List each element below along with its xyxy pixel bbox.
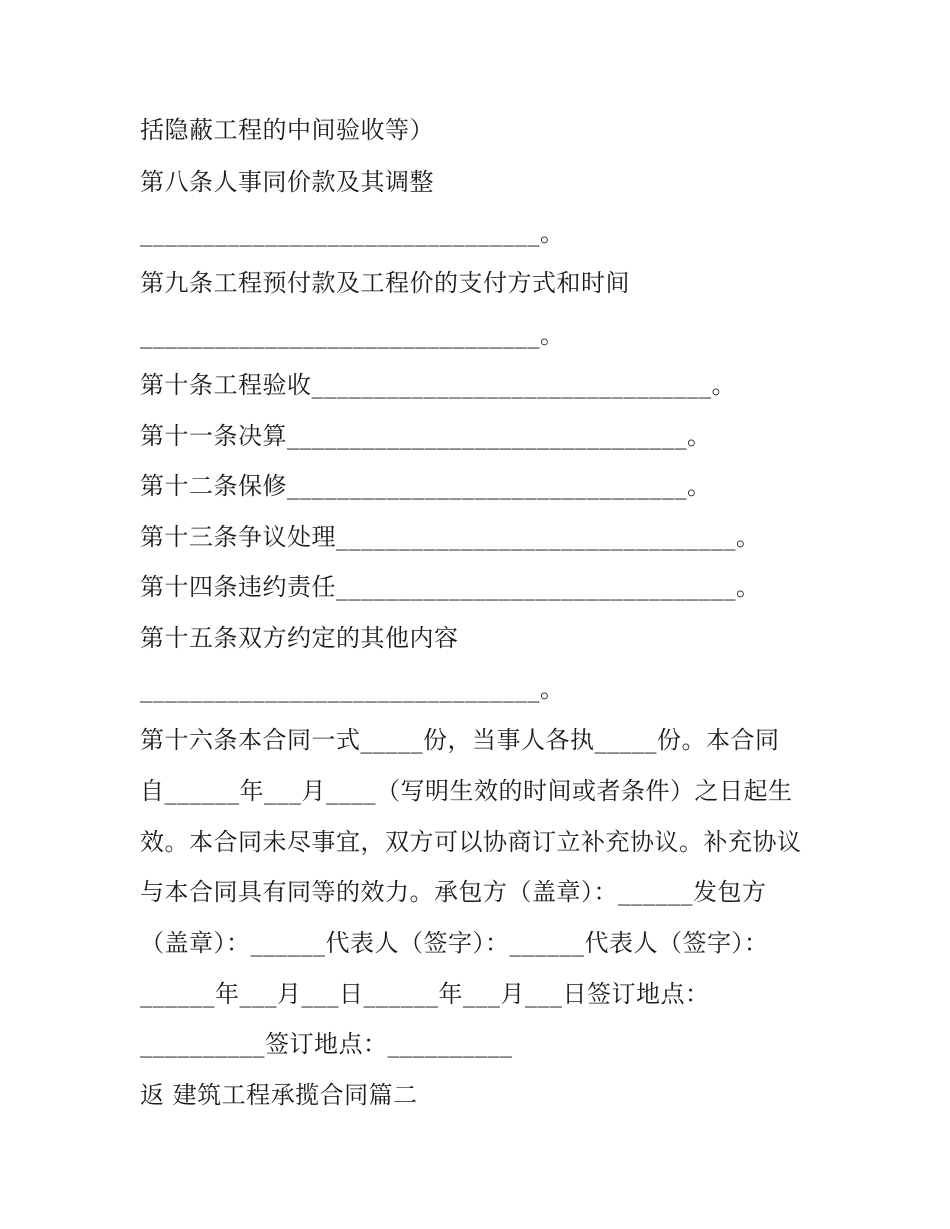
article-10-line: 第十条工程验收________________________________。 [140,371,736,399]
article-8-blank: ________________________________。 [140,219,565,247]
article-9-blank: ________________________________。 [140,321,565,349]
place-line: __________签订地点：__________ [140,1030,513,1058]
article-13-line: 第十三条争议处理________________________________。 [140,523,761,551]
date-place-line: ______年___月___日______年___月___日签订地点： [140,980,710,1008]
article-16-line-3: 效。本合同未尽事宜，双方可以协商订立补充协议。补充协议 [140,828,802,856]
article-9-heading: 第九条工程预付款及工程价的支付方式和时间 [140,269,630,297]
text-line-1: 括隐蔽工程的中间验收等） [140,116,434,144]
article-15-heading: 第十五条双方约定的其他内容 [140,624,459,652]
article-12-line: 第十二条保修________________________________。 [140,472,712,500]
article-16-line-1: 第十六条本合同一式_____份，当事人各执_____份。本合同 [140,726,780,754]
article-16-line-2: 自______年___月____（写明生效的时间或者条件）之日起生 [140,777,793,805]
article-14-line: 第十四条违约责任________________________________。 [140,573,761,601]
signature-line-1: 与本合同具有同等的效力。承包方（盖章）：______发包方 [140,878,767,906]
article-8-heading: 第八条人事同价款及其调整 [140,168,434,196]
next-section-title: 返 建筑工程承揽合同篇二 [140,1081,418,1109]
signature-line-2: （盖章）：______代表人（签字）：______代表人（签字）： [140,929,769,957]
article-11-line: 第十一条决算________________________________。 [140,422,712,450]
article-15-blank: ________________________________。 [140,675,565,703]
